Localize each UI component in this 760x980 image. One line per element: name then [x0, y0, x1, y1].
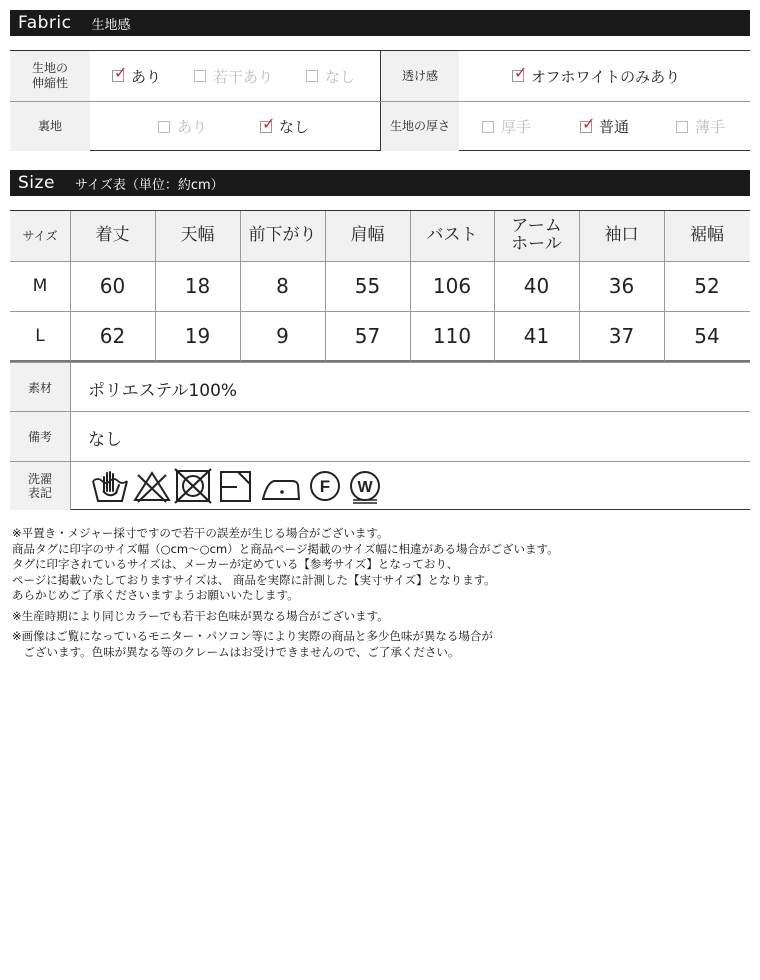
remarks-row: [10, 412, 750, 462]
size-column-header: 裾幅: [690, 225, 724, 246]
info-table: [10, 362, 750, 510]
checkbox-empty-icon: [158, 121, 170, 133]
size-column-rule: [240, 211, 241, 361]
size-value-cell: 36: [608, 274, 635, 298]
lining-label: 裏地: [10, 102, 90, 151]
size-value-cell: 40: [523, 274, 550, 298]
dry-clean-letter: F: [319, 477, 331, 496]
lining-option-none: [260, 102, 309, 151]
option-label: 普通: [599, 118, 630, 136]
size-value-cell: 62: [99, 324, 126, 348]
material-row: [10, 363, 750, 413]
thickness-label: 生地の厚さ: [381, 102, 459, 151]
size-value-cell: 8: [276, 274, 289, 298]
size-row-rule: [10, 311, 750, 312]
size-column-rule: [410, 211, 411, 361]
size-value-cell: 106: [432, 274, 472, 298]
sheer-label: 透け感: [381, 51, 459, 101]
no-bleach-icon: [132, 467, 172, 505]
stretch-option-slight: [194, 51, 273, 101]
size-column-header: 着丈: [95, 225, 130, 246]
option-label: 厚手: [501, 118, 532, 136]
remarks-label: 備考: [10, 412, 70, 462]
note-line: ※画像はご覧になっているモニター・パソコン等により実際の商品と多少色味が異なる場合が: [12, 629, 493, 643]
check-mark-icon: ✓: [114, 63, 128, 82]
size-column-rule: [494, 211, 495, 361]
info-divider: [70, 412, 71, 462]
option-label: 薄手: [695, 118, 726, 136]
fabric-title-en: Fabric: [18, 13, 72, 33]
line-dry-shade-icon: [218, 467, 254, 505]
size-value-cell: 55: [354, 274, 381, 298]
size-column-rule: [579, 211, 580, 361]
checkbox-empty-icon: [306, 70, 318, 82]
size-column-header: 天幅: [180, 225, 215, 246]
material-value: ポリエステル100%: [88, 380, 238, 401]
checkbox-empty-icon: [676, 121, 688, 133]
note-line: ※生産時期により同じカラーでも若干お色味が異なる場合がございます。: [12, 608, 389, 623]
size-column-header: 前下がり: [248, 225, 317, 246]
check-mark-icon: ✓: [262, 113, 276, 133]
note-line: 商品タグに印字のサイズ幅（○cm〜○cm）と商品ページ掲載のサイズ幅に相違がある場合がございます。: [12, 541, 559, 556]
hand-wash-icon: [90, 467, 130, 505]
info-divider: [70, 363, 71, 413]
size-value-cell: 18: [184, 274, 211, 298]
size-value-cell: 41: [523, 324, 550, 348]
note-line: あらかじめご了承くださいますようお願いいたします。: [12, 588, 299, 602]
checkbox-empty-icon: [194, 70, 206, 82]
note-line: タグに印字されているサイズは、メーカーが定めている【参考サイズ】となっており、: [12, 557, 459, 571]
size-value-cell: 37: [608, 324, 635, 348]
care-row: [10, 462, 750, 510]
size-row-rule: [10, 261, 750, 262]
size-corner-label: サイズ: [22, 228, 58, 243]
material-label: 素材: [10, 363, 70, 413]
option-label: 若干あり: [213, 67, 274, 86]
fabric-row-2: [10, 101, 750, 151]
wet-clean-w-icon: [348, 467, 382, 505]
check-mark-icon: ✓: [582, 113, 596, 133]
option-label: あり: [177, 118, 208, 136]
size-table: [10, 210, 750, 361]
size-column-rule: [155, 211, 156, 361]
thickness-option-thick: [482, 102, 531, 151]
checkbox-checked-icon: [512, 63, 528, 82]
size-title-jp: サイズ表（単位：約cm）: [74, 177, 224, 193]
care-symbols: [90, 466, 382, 506]
option-label: なし: [325, 67, 356, 86]
size-value-cell: 57: [354, 324, 381, 348]
checkbox-checked-icon: [260, 113, 276, 133]
checkbox-checked-icon: [580, 113, 596, 133]
size-title-en: Size: [18, 173, 55, 193]
sheer-option-offwhite: [512, 51, 680, 101]
fabric-row-1: [10, 51, 750, 101]
fabric-table: [10, 50, 750, 151]
care-label: 洗濯 表記: [10, 462, 70, 510]
lining-option-yes: [158, 102, 207, 151]
no-tumble-dry-icon: [174, 467, 212, 505]
option-label: なし: [279, 118, 310, 136]
size-row-label: L: [35, 326, 45, 346]
note-line: ページに掲載いたしておりますサイズは、 商品を実際に計測した【実寸サイズ】となります。: [12, 572, 496, 587]
size-value-cell: 19: [184, 324, 211, 348]
fabric-section-header: [10, 10, 750, 36]
size-section-header: [10, 170, 750, 196]
info-divider: [70, 462, 71, 510]
remarks-value: なし: [88, 429, 122, 450]
size-value-cell: 52: [694, 274, 720, 298]
checkbox-checked-icon: [112, 63, 128, 82]
iron-low-icon: [260, 467, 302, 505]
dry-clean-f-icon: [308, 467, 342, 505]
size-column-header: バスト: [426, 225, 478, 246]
option-label: オフホワイトのみあり: [531, 67, 681, 86]
stretch-option-none: [306, 51, 355, 101]
size-row-label: M: [32, 276, 48, 296]
note-line: ※平置き・メジャー採寸ですので若干の誤差が生じる場合がございます。: [12, 526, 389, 540]
size-value-cell: 110: [432, 324, 472, 348]
checkbox-empty-icon: [482, 121, 494, 133]
option-label: あり: [131, 67, 162, 86]
note-line: ございます。色味が異なる等のクレームはお受けできませんので、ご了承ください。: [12, 644, 460, 659]
check-mark-icon: ✓: [514, 63, 528, 82]
thickness-option-thin: [676, 102, 725, 151]
size-value-cell: 9: [276, 324, 289, 348]
thickness-option-normal: [580, 102, 629, 151]
notes: [12, 526, 752, 660]
size-column-rule: [325, 211, 326, 361]
size-column-rule: [664, 211, 665, 361]
size-value-cell: 54: [694, 324, 720, 348]
size-column-rule: [70, 211, 71, 361]
fabric-title-jp: 生地感: [91, 17, 131, 33]
size-column-header: 袖口: [604, 225, 639, 246]
stretch-label: 生地の 伸縮性: [10, 51, 90, 101]
stretch-option-yes: [112, 51, 161, 101]
size-value-cell: 60: [99, 274, 126, 298]
size-column-header: 肩幅: [350, 225, 385, 246]
size-column-header: アーム ホール: [511, 216, 562, 254]
wet-clean-letter: W: [357, 479, 373, 496]
